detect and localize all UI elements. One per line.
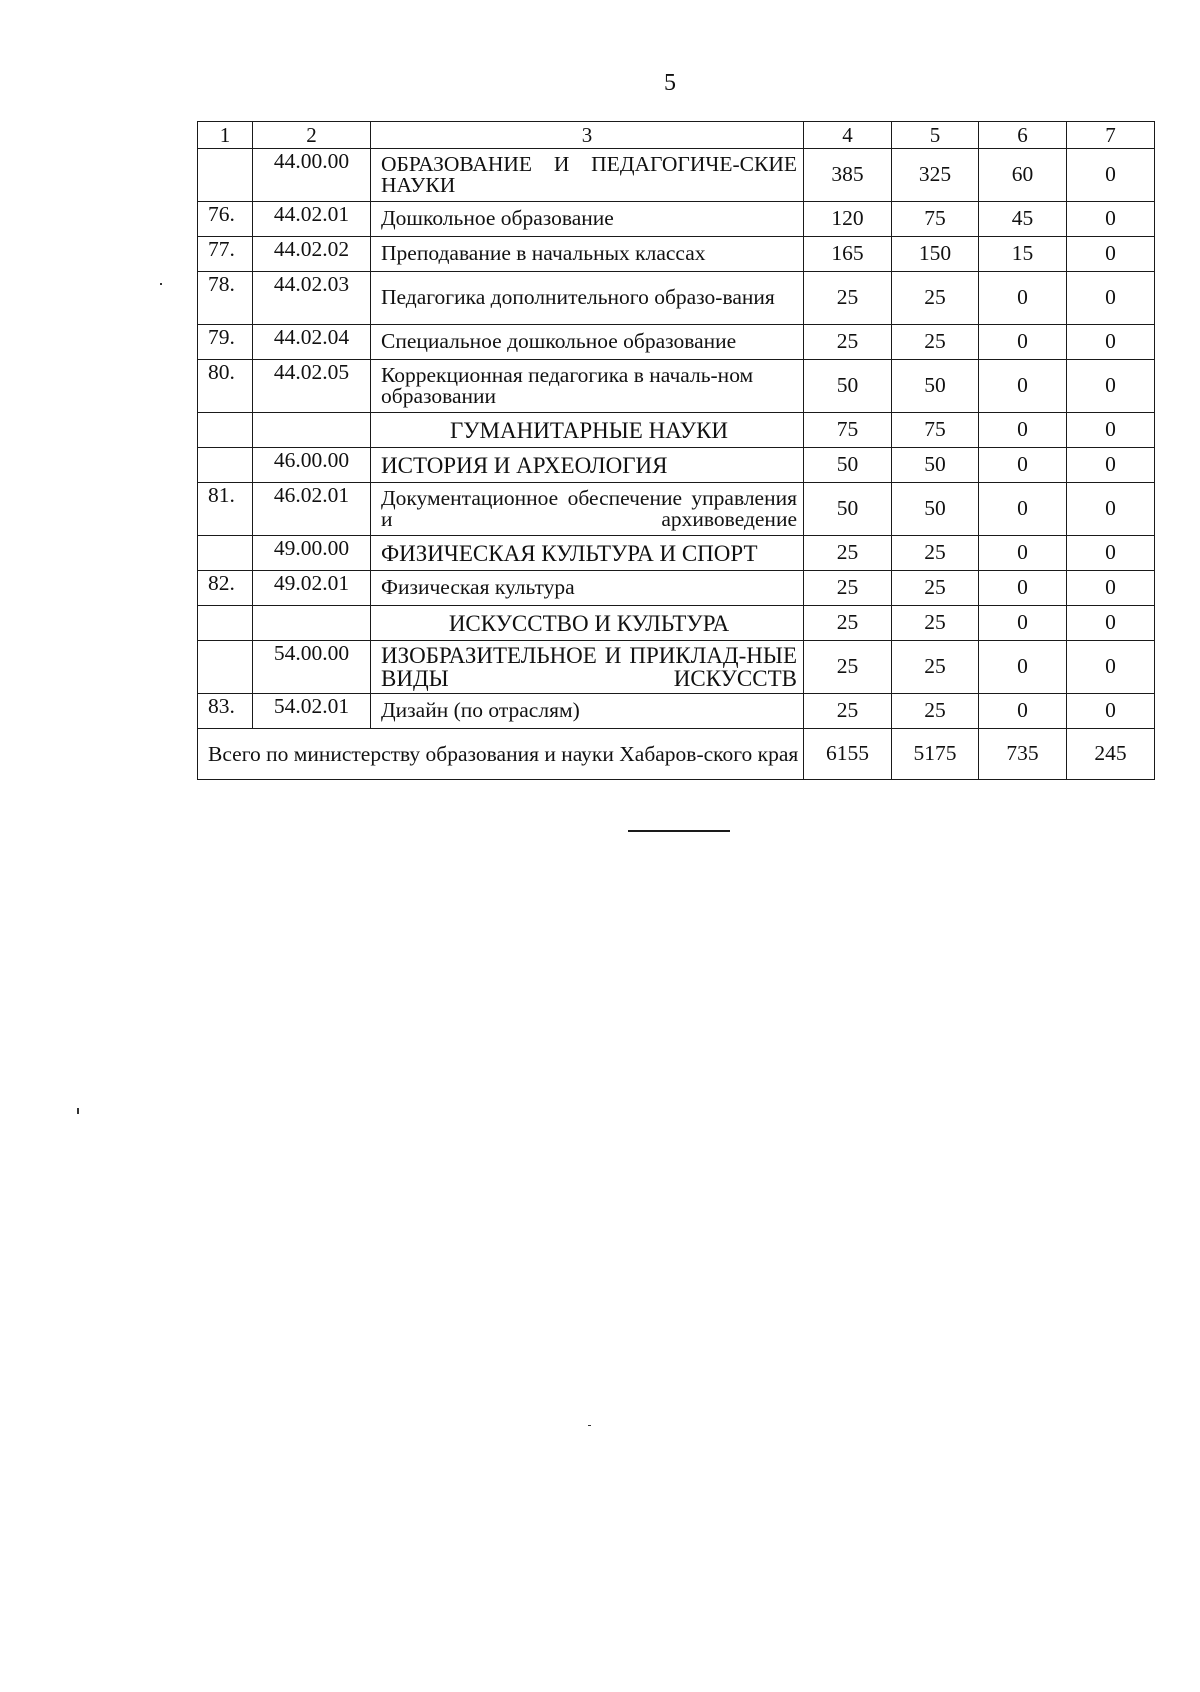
total-col7: 245 [1067, 729, 1155, 780]
header-cell: 1 [198, 122, 253, 149]
row-number: 79. [198, 325, 253, 360]
specialty-name [371, 149, 804, 202]
table-row [198, 237, 1155, 272]
row-number [198, 149, 253, 202]
table-row [198, 202, 1155, 237]
row-number [198, 448, 253, 483]
table-row [198, 694, 1155, 729]
value-col5: 150 [892, 237, 979, 272]
row-number [198, 413, 253, 448]
value-col6: 0 [979, 483, 1067, 536]
specialty-code: 44.02.04 [253, 325, 371, 360]
value-col5: 50 [892, 360, 979, 413]
row-number: 83. [198, 694, 253, 729]
specialty-name: Дошкольное образование [371, 202, 804, 237]
header-cell: 3 [371, 122, 804, 149]
value-col4: 25 [804, 606, 892, 641]
table-row [198, 360, 1155, 413]
value-col4: 25 [804, 272, 892, 325]
value-col6: 0 [979, 694, 1067, 729]
value-col4: 75 [804, 413, 892, 448]
specialty-code: 44.02.05 [253, 360, 371, 413]
table-row [198, 413, 1155, 448]
header-cell: 6 [979, 122, 1067, 149]
value-col5: 50 [892, 448, 979, 483]
row-number [198, 641, 253, 694]
specialty-code: 54.00.00 [253, 641, 371, 694]
header-cell: 7 [1067, 122, 1155, 149]
value-col6: 0 [979, 448, 1067, 483]
value-col6: 0 [979, 606, 1067, 641]
value-col6: 0 [979, 641, 1067, 694]
value-col6: 60 [979, 149, 1067, 202]
specialty-name: Коррекционная педагогика в началь-ном образовании [371, 360, 804, 413]
value-col4: 50 [804, 360, 892, 413]
value-col5: 25 [892, 694, 979, 729]
total-row [198, 729, 1155, 780]
value-col5: 25 [892, 641, 979, 694]
specialty-code [253, 413, 371, 448]
value-col7: 0 [1067, 641, 1155, 694]
value-col4: 25 [804, 325, 892, 360]
value-col6: 0 [979, 571, 1067, 606]
value-col5: 325 [892, 149, 979, 202]
specialty-name-text: Документационное обеспечение управления и архивоведение [381, 485, 797, 531]
specialty-name: Специальное дошкольное образование [371, 325, 804, 360]
table-row [198, 272, 1155, 325]
value-col7: 0 [1067, 202, 1155, 237]
row-number [198, 606, 253, 641]
value-col4: 25 [804, 571, 892, 606]
value-col4: 25 [804, 694, 892, 729]
value-col6: 0 [979, 413, 1067, 448]
table-row [198, 641, 1155, 694]
group-heading: ГУМАНИТАРНЫЕ НАУКИ [371, 413, 804, 448]
row-number: 82. [198, 571, 253, 606]
specialty-code: 54.02.01 [253, 694, 371, 729]
value-col4: 120 [804, 202, 892, 237]
total-col5: 5175 [892, 729, 979, 780]
value-col4: 50 [804, 483, 892, 536]
specialty-code: 44.00.00 [253, 149, 371, 202]
table-row [198, 606, 1155, 641]
header-cell: 4 [804, 122, 892, 149]
value-col4: 385 [804, 149, 892, 202]
value-col7: 0 [1067, 606, 1155, 641]
specialty-name [371, 641, 804, 694]
value-col5: 25 [892, 272, 979, 325]
table-row [198, 149, 1155, 202]
table-row [198, 325, 1155, 360]
value-col7: 0 [1067, 536, 1155, 571]
specialty-name [371, 483, 804, 536]
specialty-code: 49.00.00 [253, 536, 371, 571]
value-col6: 0 [979, 272, 1067, 325]
value-col5: 50 [892, 483, 979, 536]
specialty-name: ФИЗИЧЕСКАЯ КУЛЬТУРА И СПОРТ [371, 536, 804, 571]
value-col5: 25 [892, 325, 979, 360]
specialty-name: Дизайн (по отраслям) [371, 694, 804, 729]
specialty-code: 44.02.03 [253, 272, 371, 325]
specialty-code [253, 606, 371, 641]
table-row [198, 448, 1155, 483]
value-col5: 25 [892, 571, 979, 606]
row-number [198, 536, 253, 571]
value-col7: 0 [1067, 694, 1155, 729]
table-row [198, 536, 1155, 571]
value-col6: 15 [979, 237, 1067, 272]
value-col7: 0 [1067, 149, 1155, 202]
value-col7: 0 [1067, 237, 1155, 272]
specialty-name: Преподавание в начальных классах [371, 237, 804, 272]
row-number: 80. [198, 360, 253, 413]
value-col7: 0 [1067, 413, 1155, 448]
total-col6: 735 [979, 729, 1067, 780]
value-col6: 0 [979, 536, 1067, 571]
value-col4: 25 [804, 641, 892, 694]
row-number: 81. [198, 483, 253, 536]
scan-mark [77, 1108, 79, 1114]
specialty-code: 49.02.01 [253, 571, 371, 606]
row-number: 77. [198, 237, 253, 272]
value-col5: 25 [892, 606, 979, 641]
value-col4: 165 [804, 237, 892, 272]
specialty-code: 44.02.01 [253, 202, 371, 237]
value-col6: 45 [979, 202, 1067, 237]
scan-mark [588, 1425, 591, 1426]
value-col7: 0 [1067, 325, 1155, 360]
table-row [198, 483, 1155, 536]
value-col7: 0 [1067, 448, 1155, 483]
group-heading: ИСКУССТВО И КУЛЬТУРА [371, 606, 804, 641]
specialty-name: ИСТОРИЯ И АРХЕОЛОГИЯ [371, 448, 804, 483]
page-number: 5 [664, 70, 676, 96]
specialty-name: Физическая культура [371, 571, 804, 606]
specialty-name-text: ОБРАЗОВАНИЕ И ПЕДАГОГИЧЕ-СКИЕ НАУКИ [381, 151, 797, 197]
value-col4: 50 [804, 448, 892, 483]
table-header-row [198, 122, 1155, 149]
value-col5: 25 [892, 536, 979, 571]
value-col7: 0 [1067, 272, 1155, 325]
end-of-document-rule [628, 830, 730, 832]
specialty-code: 46.00.00 [253, 448, 371, 483]
value-col7: 0 [1067, 483, 1155, 536]
scan-mark [160, 283, 162, 285]
total-col4: 6155 [804, 729, 892, 780]
value-col4: 25 [804, 536, 892, 571]
value-col7: 0 [1067, 360, 1155, 413]
specialty-name-text: ИЗОБРАЗИТЕЛЬНОЕ И ПРИКЛАД-НЫЕ ВИДЫ ИСКУССТВ [381, 643, 797, 691]
value-col5: 75 [892, 413, 979, 448]
value-col7: 0 [1067, 571, 1155, 606]
value-col5: 75 [892, 202, 979, 237]
specialty-code: 46.02.01 [253, 483, 371, 536]
row-number: 76. [198, 202, 253, 237]
header-cell: 2 [253, 122, 371, 149]
table-row [198, 571, 1155, 606]
header-cell: 5 [892, 122, 979, 149]
value-col6: 0 [979, 360, 1067, 413]
specialty-name: Педагогика дополнительного образо-вания [371, 272, 804, 325]
total-label: Всего по министерству образования и науки Хабаров-ского края [198, 729, 804, 780]
admission-quota-table [197, 121, 1155, 780]
row-number: 78. [198, 272, 253, 325]
value-col6: 0 [979, 325, 1067, 360]
specialty-code: 44.02.02 [253, 237, 371, 272]
